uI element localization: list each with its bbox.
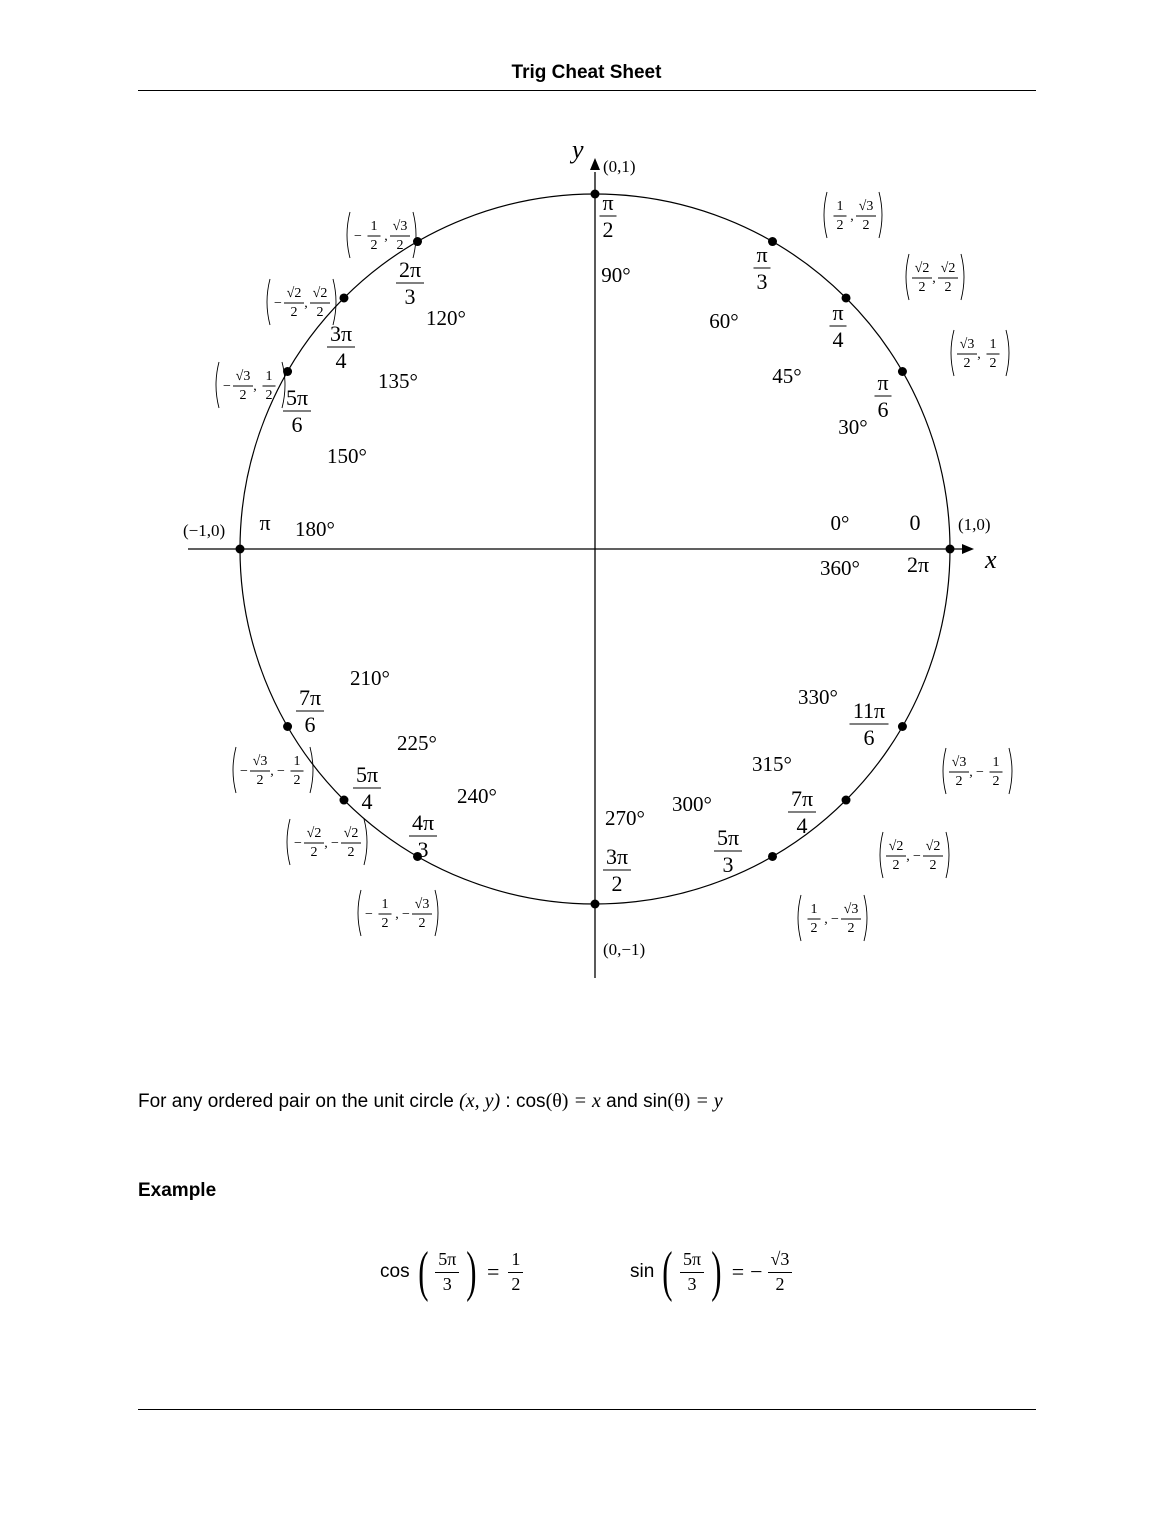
coord-label-240-x-den: 2 [381, 916, 389, 931]
x-axis-arrow [962, 544, 974, 554]
point-dot-330 [898, 722, 907, 731]
angle-point-330 [798, 685, 1012, 794]
coord-label-90: (0,1) [603, 157, 636, 176]
coord-label-135-x-num: √2 [286, 286, 302, 301]
radian-label-30-den: 6 [877, 397, 889, 422]
coord-label-180: (−1,0) [183, 521, 226, 540]
sin-value-den: 2 [775, 1273, 785, 1294]
coord-label-45-comma: , [932, 271, 936, 286]
coord-label-0: (1,0) [958, 515, 991, 534]
coord-label-120-x-num: 1 [370, 219, 378, 234]
angle-point-135 [267, 279, 418, 393]
coord-label-330-rparen [1009, 748, 1012, 794]
angle-point-270 [591, 806, 646, 959]
coord-label-45-y-den: 2 [944, 280, 952, 295]
coord-label-135-y-num: √2 [312, 286, 328, 301]
point-dot-300 [768, 852, 777, 861]
unit-circle-statement [138, 1090, 723, 1113]
radian-label-180: π [259, 510, 271, 535]
angle-points [183, 157, 1012, 959]
coord-label-225-comma: , [324, 836, 328, 851]
coord-label-60-y-den: 2 [862, 218, 870, 233]
coord-label-330-y-num: 1 [992, 755, 1000, 770]
point-dot-315 [842, 796, 851, 805]
radian-label-120-num: 2π [398, 257, 422, 282]
radian-label-270-num: 3π [605, 844, 629, 869]
coord-label-120-lparen [347, 212, 350, 258]
sin-paren-close: ) [711, 1241, 722, 1303]
radian-label-270-den: 2 [611, 871, 623, 896]
radian-label-315-den: 4 [796, 813, 808, 838]
degree-label-135: 135° [378, 369, 418, 393]
cos-value-num: 1 [508, 1250, 523, 1273]
page-title: Trig Cheat Sheet [511, 62, 662, 83]
degree-label-180: 180° [295, 517, 335, 541]
cos-fn: cos [380, 1261, 410, 1282]
coord-label-315-x-den: 2 [892, 858, 900, 873]
radian-label-60-num: π [756, 242, 768, 267]
coord-label-300-comma: , [824, 912, 828, 927]
sin-arg [680, 1250, 704, 1295]
coord-label-210-lparen [233, 747, 236, 793]
coord-label-30-x-num: √3 [959, 337, 975, 352]
coord-label-225-y-den: 2 [347, 845, 355, 860]
coord-label-60-x-den: 2 [836, 218, 844, 233]
angle-point-0 [820, 510, 991, 580]
sin-sign: − [750, 1259, 763, 1284]
point-dot-30 [898, 367, 907, 376]
coord-label-30-comma: , [977, 347, 981, 362]
coord-label-120-rparen [413, 212, 416, 258]
coord-label-135-rparen [333, 279, 336, 325]
coord-label-300-y-den: 2 [847, 921, 855, 936]
angle-point-45 [772, 254, 964, 388]
sin-arg-den: 3 [687, 1273, 697, 1294]
radian-label-300-den: 3 [722, 852, 734, 877]
coord-label-45-y-num: √2 [940, 261, 956, 276]
coord-label-30-x-den: 2 [963, 356, 971, 371]
point-dot-60 [768, 237, 777, 246]
angle-point-60 [709, 192, 882, 333]
degree-label-240: 240° [457, 784, 497, 808]
coord-label-120-x-den: 2 [370, 238, 378, 253]
coord-label-120-y-den: 2 [396, 238, 404, 253]
cos-equals: = [486, 1259, 500, 1284]
coord-label-210-comma: , [270, 764, 274, 779]
coord-label-270: (0,−1) [603, 940, 646, 959]
coord-label-240-y-num: √3 [414, 897, 430, 912]
coord-label-300-y-num: √3 [843, 902, 859, 917]
coord-label-330-y-den: 2 [992, 774, 1000, 789]
coord-label-210-y-den: 2 [293, 773, 301, 788]
degree-label-60: 60° [709, 309, 739, 333]
coord-label-135-y-den: 2 [316, 305, 324, 320]
coord-label-30-lparen [951, 330, 954, 376]
coord-label-120-comma: , [384, 229, 388, 244]
axes [188, 135, 997, 978]
coord-label-315-y-num: √2 [925, 839, 941, 854]
y-axis-arrow [590, 158, 600, 170]
degree-label-210: 210° [350, 666, 390, 690]
coord-label-60-x-num: 1 [836, 199, 844, 214]
degree-label-150: 150° [327, 444, 367, 468]
coord-label-315-rparen [946, 832, 949, 878]
radian-label-30-num: π [877, 370, 889, 395]
coord-label-330-lparen [943, 748, 946, 794]
radian-label-330-den: 6 [863, 725, 875, 750]
angle-point-90 [591, 157, 636, 287]
coord-label-225-ysign: − [331, 836, 339, 851]
coord-label-315-comma: , [906, 849, 910, 864]
cos-arg-den: 3 [442, 1273, 452, 1294]
degree-label-30: 30° [838, 415, 868, 439]
angle-point-300 [672, 792, 867, 941]
coord-label-60-lparen [824, 192, 827, 238]
cos-value-den: 2 [511, 1273, 521, 1294]
degree-label-330: 330° [798, 685, 838, 709]
angle-point-240 [358, 784, 497, 936]
coord-label-150-comma: , [253, 379, 257, 394]
x-axis-label: x [985, 545, 997, 574]
statement-eq-x: = x [568, 1090, 601, 1112]
radian-label-330-num: 11π [852, 698, 886, 723]
radian-label-240-num: 4π [411, 810, 435, 835]
coord-label-60-comma: , [850, 209, 854, 224]
degree-label-0: 0° [830, 511, 850, 535]
coord-label-150-x-den: 2 [239, 388, 247, 403]
coord-label-135-x-den: 2 [290, 305, 298, 320]
coord-label-150-x-num: √3 [235, 369, 251, 384]
cos-example [380, 1241, 526, 1303]
degree-label-45: 45° [772, 364, 802, 388]
coord-label-45-x-den: 2 [918, 280, 926, 295]
point-dot-90 [591, 190, 600, 199]
point-dot-135 [339, 293, 348, 302]
coord-label-240-xsign: − [365, 907, 373, 922]
radian-label-210-den: 6 [304, 712, 316, 737]
sin-arg-num: 5π [680, 1250, 704, 1273]
cos-arg-num: 5π [435, 1250, 459, 1273]
radian-label-150-num: 5π [285, 385, 309, 410]
coord-label-300-lparen [798, 895, 801, 941]
radian-label-0: 0 [909, 510, 921, 535]
point-dot-180 [236, 545, 245, 554]
sin-fn: sin [630, 1261, 655, 1282]
example-heading: Example [138, 1180, 217, 1201]
coord-label-315-lparen [880, 832, 883, 878]
coord-label-120-y-num: √3 [392, 219, 408, 234]
statement-theta-1: (θ) [545, 1090, 569, 1112]
radian-label-alt-0: 2π [906, 552, 930, 577]
statement-and: and [600, 1091, 644, 1112]
radian-label-210-num: 7π [298, 685, 322, 710]
angle-point-225 [287, 731, 437, 865]
coord-label-45-rparen [961, 254, 964, 300]
coord-label-240-x-num: 1 [381, 897, 389, 912]
radian-label-135-num: 3π [329, 321, 353, 346]
coord-label-330-x-den: 2 [955, 774, 963, 789]
angle-point-150 [216, 362, 367, 468]
degree-label-alt-0: 360° [820, 556, 860, 580]
coord-label-150-lparen [216, 362, 219, 408]
statement-theta-2: (θ) [667, 1090, 691, 1112]
statement-eq-y: = y [690, 1090, 723, 1112]
coord-label-240-ysign: − [402, 907, 410, 922]
statement-prefix: For any ordered pair on the unit circle [138, 1091, 460, 1112]
coord-label-135-comma: , [304, 296, 308, 311]
radian-label-315-num: 7π [790, 786, 814, 811]
statement-cos: cos [515, 1091, 546, 1112]
coord-label-225-lparen [287, 819, 290, 865]
coord-label-30-rparen [1006, 330, 1009, 376]
angle-point-180 [183, 510, 335, 554]
coord-label-225-x-num: √2 [306, 826, 322, 841]
coord-label-30-y-num: 1 [989, 337, 997, 352]
degree-label-225: 225° [397, 731, 437, 755]
radian-label-225-num: 5π [355, 762, 379, 787]
radian-label-45-den: 4 [832, 327, 844, 352]
coord-label-300-x-num: 1 [810, 902, 818, 917]
coord-label-150-xsign: − [223, 379, 231, 394]
coord-label-210-y-num: 1 [293, 754, 301, 769]
angle-point-30 [838, 330, 1009, 439]
point-dot-120 [413, 237, 422, 246]
coord-label-45-x-num: √2 [914, 261, 930, 276]
radian-label-90-num: π [602, 190, 614, 215]
y-axis-label: y [572, 135, 584, 164]
coord-label-45-lparen [906, 254, 909, 300]
cos-paren-close: ) [466, 1241, 477, 1303]
coord-label-225-xsign: − [294, 836, 302, 851]
degree-label-90: 90° [601, 263, 631, 287]
cos-paren-open: ( [417, 1241, 429, 1303]
radian-label-120-den: 3 [404, 284, 416, 309]
radian-label-225-den: 4 [361, 789, 373, 814]
coord-label-210-x-num: √3 [252, 754, 268, 769]
coord-label-210-xsign: − [240, 764, 248, 779]
coord-label-315-y-den: 2 [929, 858, 937, 873]
angle-point-120 [347, 212, 466, 330]
coord-label-135-lparen [267, 279, 270, 325]
statement-colon: : [500, 1091, 516, 1112]
sin-value-num: √3 [768, 1250, 793, 1273]
radian-label-240-den: 3 [417, 837, 429, 862]
degree-label-270: 270° [605, 806, 645, 830]
degree-label-300: 300° [672, 792, 712, 816]
radian-label-60-den: 3 [756, 269, 768, 294]
point-dot-225 [339, 796, 348, 805]
coord-label-300-ysign: − [831, 912, 839, 927]
footer-rule [138, 1409, 1036, 1410]
sin-value [768, 1250, 793, 1295]
sin-equals: = [731, 1259, 745, 1284]
degree-label-120: 120° [426, 306, 466, 330]
radian-label-90-den: 2 [602, 217, 614, 242]
coord-label-30-y-den: 2 [989, 356, 997, 371]
coord-label-240-lparen [358, 890, 361, 936]
degree-label-315: 315° [752, 752, 792, 776]
coord-label-330-x-num: √3 [951, 755, 967, 770]
coord-label-60-y-num: √3 [858, 199, 874, 214]
coord-label-240-comma: , [395, 907, 399, 922]
radian-label-135-den: 4 [335, 348, 347, 373]
coord-label-210-x-den: 2 [256, 773, 264, 788]
coord-label-135-xsign: − [274, 296, 282, 311]
coord-label-225-y-num: √2 [343, 826, 359, 841]
coord-label-60-rparen [879, 192, 882, 238]
statement-pair: (x, y) [459, 1090, 501, 1112]
coord-label-330-comma: , [969, 765, 973, 780]
coord-label-150-y-den: 2 [265, 388, 273, 403]
radian-label-45-num: π [832, 300, 844, 325]
coord-label-210-rparen [310, 747, 313, 793]
angle-point-315 [752, 752, 949, 878]
coord-label-225-x-den: 2 [310, 845, 318, 860]
point-dot-210 [283, 722, 292, 731]
point-dot-270 [591, 900, 600, 909]
radian-label-150-den: 6 [291, 412, 303, 437]
point-dot-0 [946, 545, 955, 554]
coord-label-300-x-den: 2 [810, 921, 818, 936]
coord-label-210-ysign: − [277, 764, 285, 779]
sin-paren-open: ( [662, 1241, 673, 1303]
statement-sin: sin [643, 1091, 668, 1112]
coord-label-150-y-num: 1 [265, 369, 273, 384]
cos-value [508, 1250, 523, 1295]
coord-label-330-ysign: − [976, 765, 984, 780]
radian-label-300-num: 5π [716, 825, 740, 850]
coord-label-315-ysign: − [913, 849, 921, 864]
cos-arg [435, 1250, 459, 1295]
coord-label-240-y-den: 2 [418, 916, 426, 931]
coord-label-120-xsign: − [354, 229, 362, 244]
coord-label-300-rparen [864, 895, 867, 941]
sin-example [630, 1241, 795, 1303]
coord-label-240-rparen [435, 890, 438, 936]
coord-label-225-rparen [364, 819, 367, 865]
coord-label-315-x-num: √2 [888, 839, 904, 854]
